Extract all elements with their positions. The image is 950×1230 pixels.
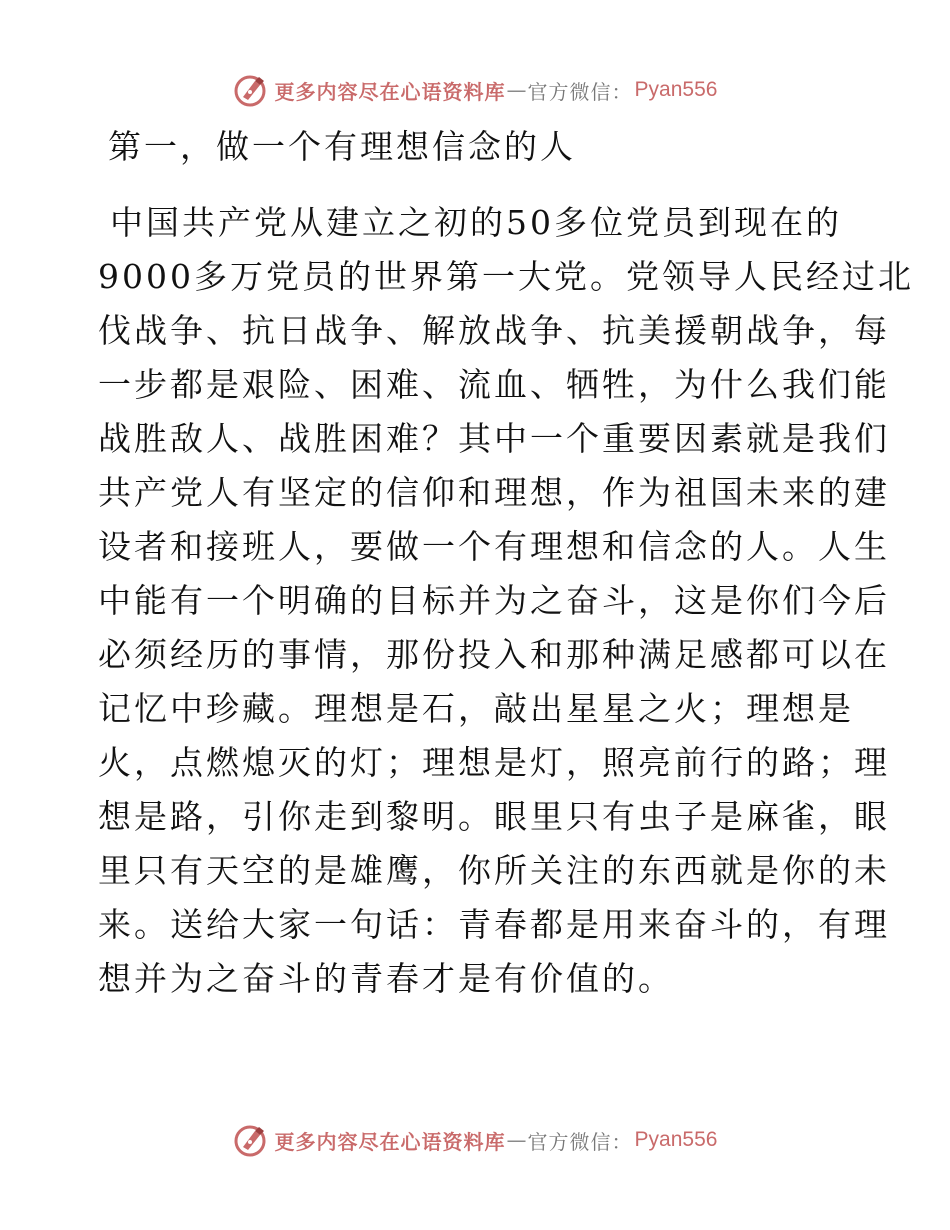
banner-dash: — (506, 78, 527, 102)
paragraph-line: 战胜敌人、战胜困难？其中一个重要因素就是我们 (98, 419, 890, 458)
paragraph-line: 9000多万党员的世界第一大党。党领导人民经过北 (98, 257, 914, 296)
paragraph-line: 中国共产党从建立之初的50多位党员到现在的 (110, 203, 842, 242)
banner-wechat-id: Pyan556 (634, 1128, 718, 1151)
paragraph-line: 想并为之奋斗的青春才是有价值的。 (98, 959, 674, 998)
banner-wechat-label: 官方微信： (527, 79, 633, 104)
paragraph-line: 记忆中珍藏。理想是石，敲出星星之火；理想是 (98, 689, 854, 728)
paragraph-line: 中能有一个明确的目标并为之奋斗，这是你们今后 (98, 581, 890, 620)
paragraph-line: 想是路，引你走到黎明。眼里只有虫子是麻雀，眼 (98, 797, 890, 836)
paragraph-line: 里只有天空的是雄鹰，你所关注的东西就是你的未 (98, 851, 890, 890)
paragraph-line: 必须经历的事情，那份投入和那种满足感都可以在 (98, 635, 890, 674)
banner-wechat-id: Pyan556 (634, 78, 718, 101)
body-paragraph (0, 196, 950, 1006)
banner-wechat-label: 官方微信： (527, 1129, 633, 1154)
banner-text: 更多内容尽在心语资料库 (274, 1129, 506, 1154)
banner-text: 更多内容尽在心语资料库 (274, 79, 506, 104)
paragraph-line: 共产党人有坚定的信仰和理想，作为祖国未来的建 (98, 473, 890, 512)
pen-nib-circle-icon (233, 1122, 269, 1158)
section-heading: 第一，做一个有理想信念的人 (108, 127, 576, 166)
pen-nib-circle-icon (233, 72, 269, 108)
banner-dash: — (506, 1128, 527, 1152)
paragraph-line: 设者和接班人，要做一个有理想和信念的人。人生 (98, 527, 890, 566)
header-banner (0, 70, 950, 110)
footer-banner (0, 1120, 950, 1160)
paragraph-line: 来。送给大家一句话：青春都是用来奋斗的，有理 (98, 905, 890, 944)
paragraph-line: 一步都是艰险、困难、流血、牺牲，为什么我们能 (98, 365, 890, 404)
paragraph-line: 火，点燃熄灭的灯；理想是灯，照亮前行的路；理 (98, 743, 890, 782)
paragraph-line: 伐战争、抗日战争、解放战争、抗美援朝战争，每 (98, 311, 890, 350)
